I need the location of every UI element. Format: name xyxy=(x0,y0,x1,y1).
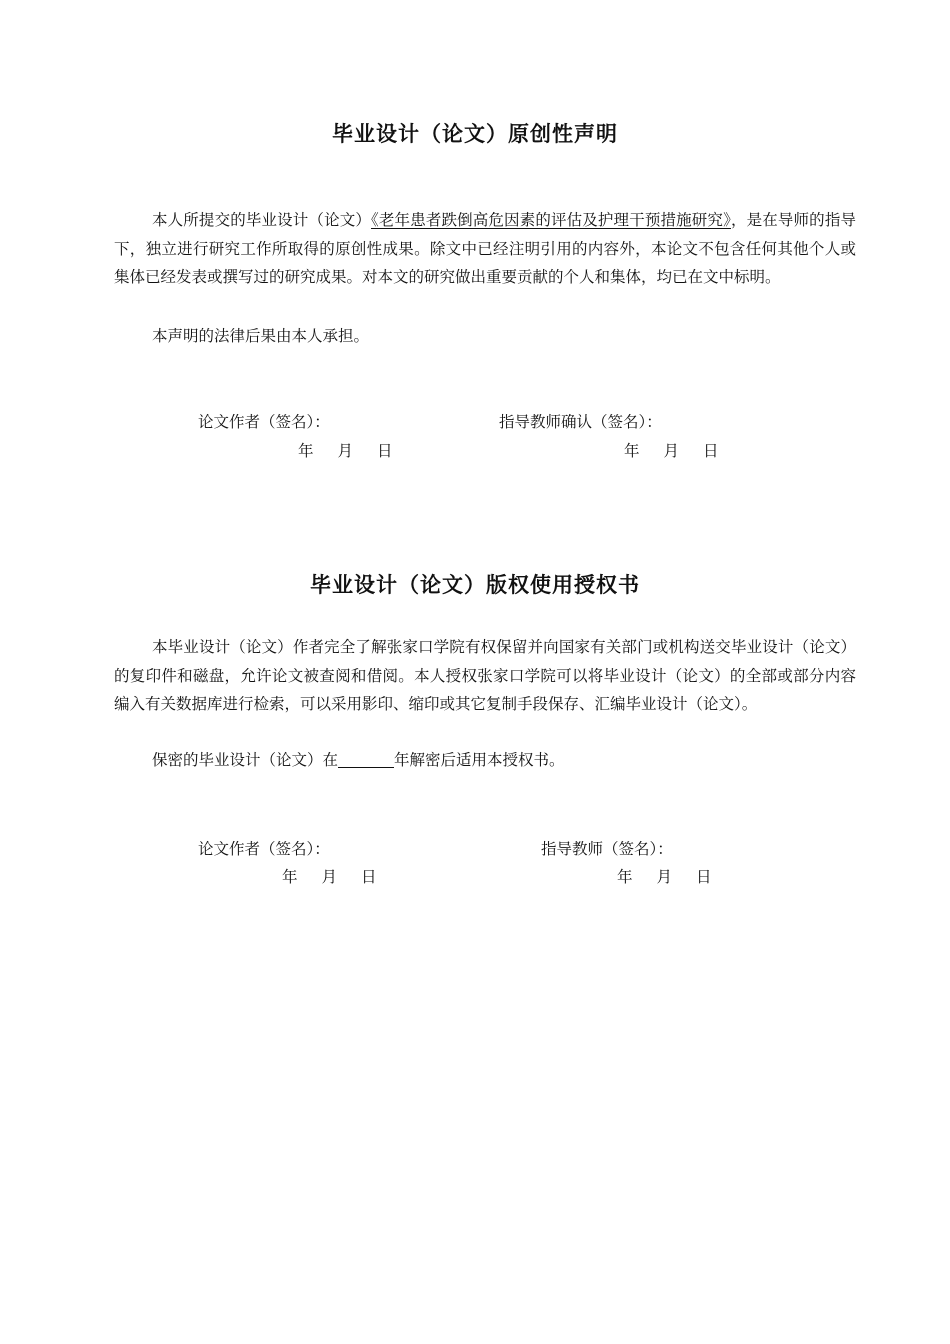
authorization-author-date xyxy=(282,865,401,887)
originality-suffix: ，是在导师的指导下，独立进行研究工作所取得的原创性成果。除文中已经注明引用的内容外，本论文不包含任何其他个人或集体已经发表或撰写过的研究成果。对本文的研究做出重要贡献的个人和集体，均已在文中标明。 xyxy=(114,211,856,286)
date-day: 日 xyxy=(703,442,719,460)
authorization-advisor-signature-label: 指导教师（签名）： xyxy=(541,840,673,858)
date-year: 年 xyxy=(298,442,314,460)
authorization-author-signature-label: 论文作者（签名）： xyxy=(198,840,330,858)
originality-author-date xyxy=(298,439,417,461)
originality-paragraph-1 xyxy=(114,206,856,292)
date-day: 日 xyxy=(377,442,393,460)
originality-prefix: 本人所提交的毕业设计（论文） xyxy=(152,211,372,229)
date-month: 月 xyxy=(337,442,354,460)
date-year: 年 xyxy=(624,442,640,460)
date-month: 月 xyxy=(656,868,673,886)
years-blank-field xyxy=(338,752,394,769)
authorization-advisor-date xyxy=(617,865,736,887)
authorization-para2-suffix: 年解密后适用本授权书。 xyxy=(394,751,565,769)
date-day: 日 xyxy=(361,868,377,886)
authorization-paragraph-2 xyxy=(114,746,856,775)
date-day: 日 xyxy=(696,868,712,886)
date-month: 月 xyxy=(321,868,338,886)
authorization-heading: 毕业设计（论文）版权使用授权书 xyxy=(310,573,640,597)
originality-advisor-date xyxy=(624,439,743,461)
date-year: 年 xyxy=(282,868,298,886)
authorization-paragraph-1: 本毕业设计（论文）作者完全了解张家口学院有权保留并向国家有关部门或机构送交毕业设计（论文）的复印件和磁盘，允许论文被查阅和借阅。本人授权张家口学院可以将毕业设计（论文）的全部或部分内容编入有关数据库进行检索，可以采用影印、缩印或其它复制手段保存、汇编毕业设计（论文）。 xyxy=(114,638,856,713)
authorization-para2-prefix: 保密的毕业设计（论文）在 xyxy=(152,751,339,769)
originality-heading: 毕业设计（论文）原创性声明 xyxy=(332,122,618,146)
originality-advisor-signature-label: 指导教师确认（签名）： xyxy=(499,413,662,431)
originality-paragraph-2: 本声明的法律后果由本人承担。 xyxy=(152,327,370,345)
thesis-title: 《老年患者跌倒高危因素的评估及护理干预措施研究》 xyxy=(371,211,731,229)
originality-author-signature-label: 论文作者（签名）： xyxy=(198,413,330,431)
date-month: 月 xyxy=(663,442,680,460)
date-year: 年 xyxy=(617,868,633,886)
